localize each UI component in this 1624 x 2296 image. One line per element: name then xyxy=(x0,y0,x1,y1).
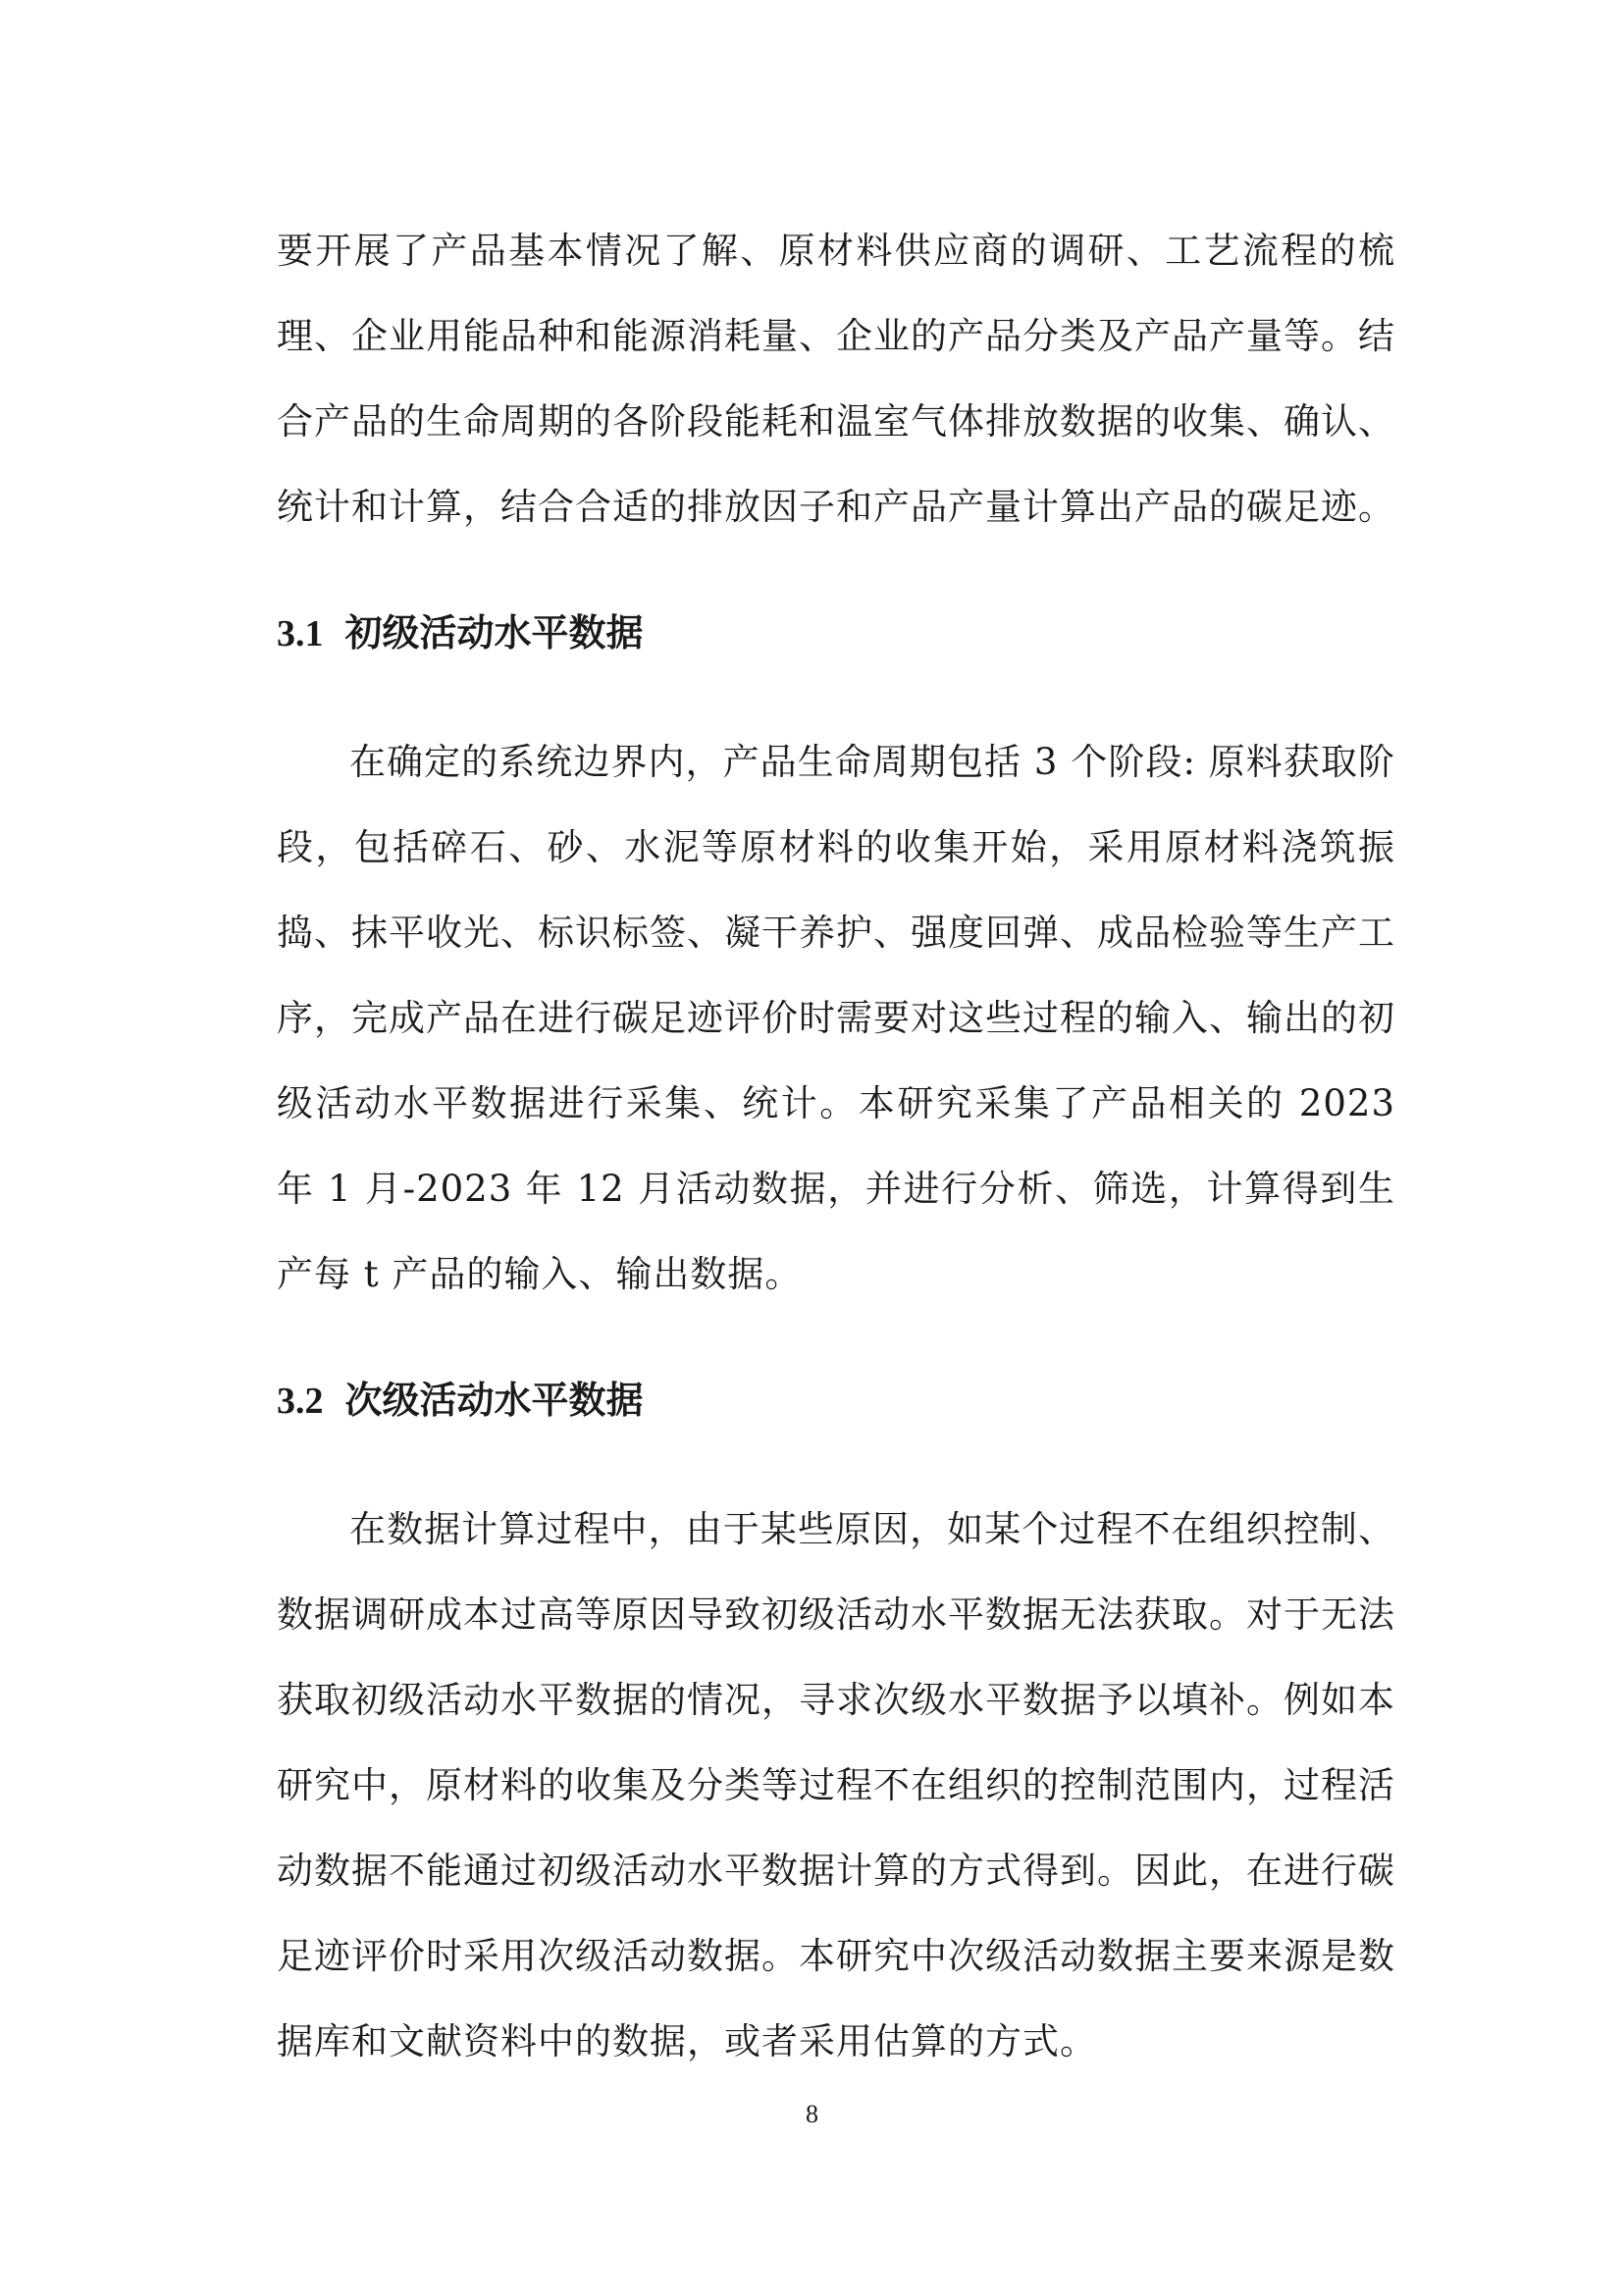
section-3-1-title: 初级活动水平数据 xyxy=(344,610,644,654)
section-3-2-paragraph: 在数据计算过程中，由于某些原因，如某个过程不在组织控制、数据调研成本过高等原因导致初级活动水平数据无法获取。对于无法获取初级活动水平数据的情况，寻求次级水平数据予以填补。例如本研究中，原材料的收集及分类等过程不在组织的控制范围内，过程活动数据不能通过初级活动水平数据计算的方式得到。因此，在进行碳足迹评价时采用次级活动数据。本研究中次级活动数据主要来源是数据库和文献资料中的数据，或者采用估算的方式。 xyxy=(277,1508,1395,2062)
intro-paragraph: 要开展了产品基本情况了解、原材料供应商的调研、工艺流程的梳理、企业用能品种和能源消耗量、企业的产品分类及产品产量等。结合产品的生命周期的各阶段能耗和温室气体排放数据的收集、确认、统计和计算，结合合适的排放因子和产品产量计算出产品的碳足迹。 xyxy=(277,230,1395,528)
section-3-1-paragraph: 在确定的系统边界内，产品生命周期包括 3 个阶段: 原料获取阶段，包括碎石、砂、水泥等原材料的收集开始，采用原材料浇筑振捣、抹平收光、标识标签、凝干养护、强度回弹、成品检验等生产工序，完成产品在进行碳足迹评价时需要对这些过程的输入、输出的初级活动水平数据进行采集、统计。本研究采集了产品相关的 2023 年 1 月-2023 年 12 月活动数据，并进行分析、筛选，计算得到生产每 t 产品的输入、输出数据。 xyxy=(277,741,1395,1295)
section-3-1-number: 3.1 xyxy=(277,613,324,654)
section-3-1-heading xyxy=(277,603,644,663)
section-3-2-heading xyxy=(277,1371,644,1431)
section-3-2-title: 次级活动水平数据 xyxy=(344,1378,644,1422)
section-3-2-number: 3.2 xyxy=(277,1381,324,1422)
page-number: 8 xyxy=(806,2100,818,2128)
